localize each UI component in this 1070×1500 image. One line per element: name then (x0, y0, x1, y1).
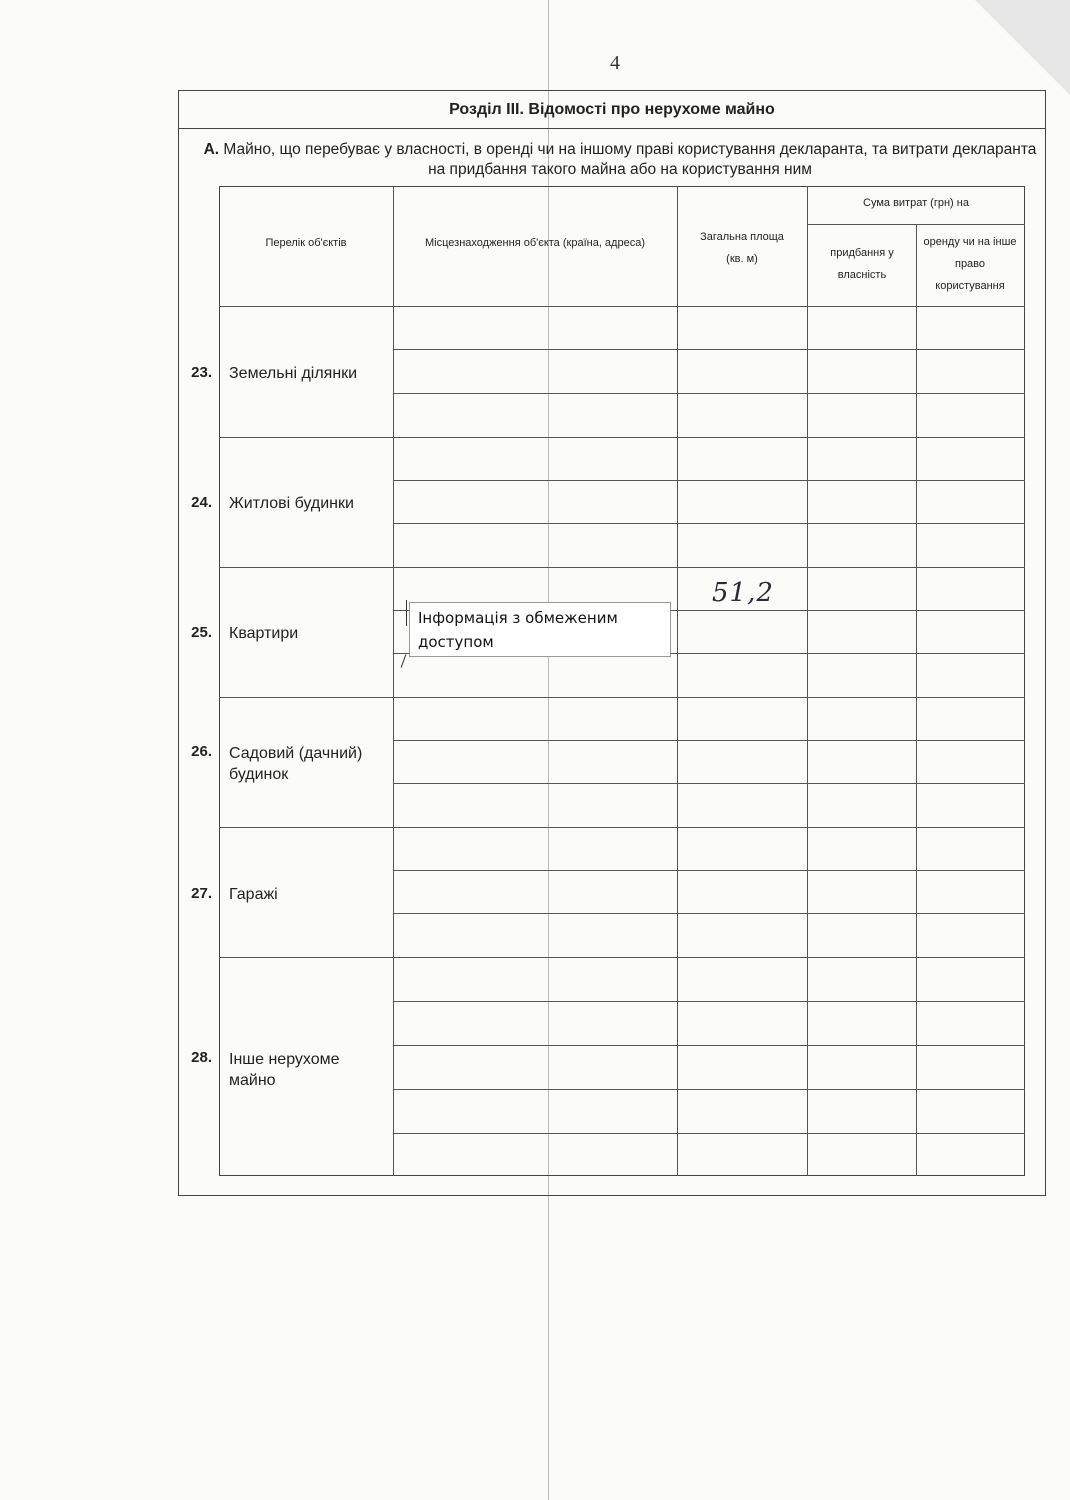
row-label-houses: Житлові будинки (229, 495, 354, 512)
subrow-divider (393, 349, 1025, 350)
property-table (219, 186, 1025, 1176)
group-divider (219, 697, 1025, 698)
subrow-divider (393, 1133, 1025, 1134)
subtitle-text: Майно, що перебуває у власності, в оренді чи на іншому праві користування декларанта, та витрати декларанта на придбання такого майна або на користування ним (223, 141, 1037, 178)
group-divider (219, 827, 1025, 828)
row-label-other-property: Інше нерухоме майно (229, 1051, 340, 1089)
row-number: 28. (191, 1049, 212, 1066)
col-divider (916, 224, 917, 1176)
subrow-divider (393, 870, 1025, 871)
header-area: Загальна площа (кв. м) (700, 231, 784, 265)
restricted-info-stamp: Інформація з обмеженим доступом (409, 602, 671, 657)
group-divider (219, 567, 1025, 568)
row-number: 25. (191, 624, 212, 641)
col-divider (677, 186, 678, 1176)
row-label-garden-house: Садовий (дачний) будинок (229, 745, 363, 783)
subtitle-lead: А. (203, 141, 220, 158)
col-divider (807, 186, 808, 1176)
section-subtitle (200, 140, 1040, 180)
apartment-area-value: 51,2 (712, 578, 774, 608)
section-title: Розділ III. Відомості про нерухоме майно (178, 90, 1046, 129)
subrow-divider (393, 393, 1025, 394)
header-rent: оренду чи на інше право користування (923, 236, 1017, 292)
row-number: 27. (191, 885, 212, 902)
row-label-land: Земельні ділянки (229, 365, 358, 382)
subrow-divider (393, 480, 1025, 481)
row-number: 24. (191, 494, 212, 511)
subrow-divider (393, 1001, 1025, 1002)
header-purchase: придбання у власність (830, 247, 894, 281)
group-divider (219, 957, 1025, 958)
header-sub-divider (807, 224, 1025, 225)
col-divider (393, 186, 394, 1176)
row-number: 26. (191, 743, 212, 760)
subrow-divider (393, 1089, 1025, 1090)
row-number: 23. (191, 364, 212, 381)
subrow-divider (393, 1045, 1025, 1046)
pen-mark (406, 600, 407, 626)
header-bottom (219, 306, 1025, 307)
subrow-divider (393, 913, 1025, 914)
subrow-divider (393, 783, 1025, 784)
header-objects: Перелік об'єктів (265, 237, 347, 249)
subrow-divider (393, 740, 1025, 741)
subrow-divider (393, 523, 1025, 524)
folded-corner (975, 0, 1070, 95)
header-expenses: Сума витрат (грн) на (863, 197, 969, 209)
header-location: Місцезнаходження об'єкта (країна, адреса) (425, 237, 645, 249)
row-label-apartments: Квартири (229, 625, 299, 642)
page-number: 4 (610, 52, 620, 74)
row-label-garages: Гаражі (229, 886, 278, 903)
group-divider (219, 437, 1025, 438)
